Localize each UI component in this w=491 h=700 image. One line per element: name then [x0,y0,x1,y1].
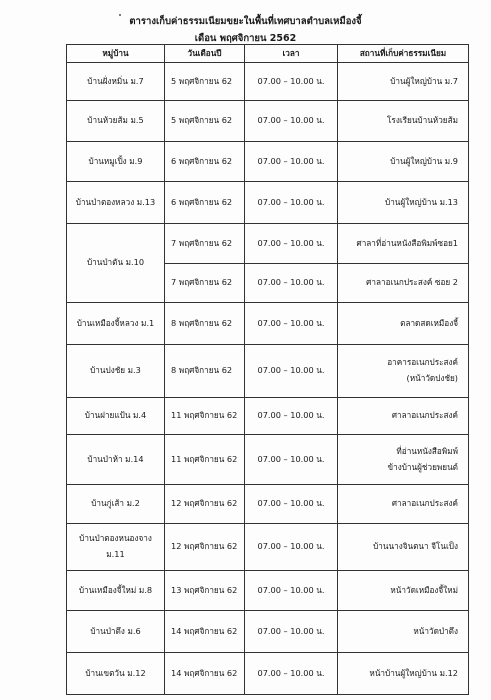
date-cell: 8 พฤศจิกายน 62 [165,345,245,398]
village-cell: บ้านห้วยส้ม ม.5 [67,101,165,142]
date-cell: 6 พฤศจิกายน 62 [165,142,245,182]
table-row [67,524,469,571]
document-title: ตารางเก็บค่าธรรมเนียมขยะในพื้นที่เทศบาลตำบลเหมืองจี้ [129,16,362,27]
table-row [67,611,469,653]
place-cell: บ้านผู้ใหญ่บ้าน ม.7 [338,63,469,101]
time-cell: 07.00 – 10.00 น. [245,224,338,264]
date-cell: 7 พฤศจิกายน 62 [165,264,245,303]
table-row [67,485,469,524]
time-cell: 07.00 – 10.00 น. [245,435,338,485]
time-cell: 07.00 – 10.00 น. [245,571,338,611]
place-line-2: ข้างบ้านผู้ช่วยพยนต์ [387,461,458,472]
village-cell: บ้านเขตวัน ม.12 [67,653,165,695]
time-cell: 07.00 – 10.00 น. [245,398,338,435]
table-row [67,435,469,485]
table-row [67,398,469,435]
header-time: เวลา [245,45,338,63]
place-cell: ศาลาอเนกประสงค์ [338,398,469,435]
table-row [67,142,469,182]
village-cell: บ้านหมูเปิ้ง ม.9 [67,142,165,182]
header-date: วันเดือนปี [165,45,245,63]
village-cell: บ้านป่าห้า ม.14 [67,435,165,485]
table-row [67,303,469,345]
date-cell: 11 พฤศจิกายน 62 [165,398,245,435]
date-cell: 5 พฤศจิกายน 62 [165,101,245,142]
date-cell: 14 พฤศจิกายน 62 [165,611,245,653]
date-cell: 5 พฤศจิกายน 62 [165,63,245,101]
place-cell: หน้าบ้านผู้ใหญ่บ้าน ม.12 [338,653,469,695]
date-cell: 13 พฤศจิกายน 62 [165,571,245,611]
table-row [67,653,469,695]
time-cell: 07.00 – 10.00 น. [245,142,338,182]
place-cell: โรงเรียนบ้านห้วยส้ม [338,101,469,142]
village-cell: บ้านฝั่งหมิ่น ม.7 [67,63,165,101]
time-cell: 07.00 – 10.00 น. [245,345,338,398]
time-cell: 07.00 – 10.00 น. [245,611,338,653]
table-row [67,101,469,142]
document-subtitle: เดือน พฤศจิกายน 2562 [194,33,297,44]
date-cell: 11 พฤศจิกายน 62 [165,435,245,485]
village-cell: บ้านเหมืองจี้ใหม่ ม.8 [67,571,165,611]
place-cell: ตลาดสดเหมืองจี้ [338,303,469,345]
table-row [67,224,469,264]
time-cell: 07.00 – 10.00 น. [245,63,338,101]
table-row [67,345,469,398]
village-cell: บ้านฝายแป้น ม.4 [67,398,165,435]
place-cell: ศาลาอเนกประสงค์ [338,485,469,524]
place-line-2: (หน้าวัดปงชัย) [406,373,458,383]
time-cell: 07.00 – 10.00 น. [245,182,338,224]
place-cell [338,435,469,485]
place-cell: บ้านผู้ใหญ่บ้าน ม.9 [338,142,469,182]
date-cell: 7 พฤศจิกายน 62 [165,224,245,264]
header-row [67,45,469,63]
place-cell [338,345,469,398]
place-cell: หน้าวัดป่าตึง [338,611,469,653]
schedule-table [66,44,469,695]
header-place: สถานที่เก็บค่าธรรมเนียม [338,45,469,63]
date-cell: 14 พฤศจิกายน 62 [165,653,245,695]
place-line-1: อาคารอเนกประสงค์ [387,357,458,368]
village-line-2: ม.11 [106,549,125,559]
time-cell: 07.00 – 10.00 น. [245,264,338,303]
time-cell: 07.00 – 10.00 น. [245,485,338,524]
time-cell: 07.00 – 10.00 น. [245,101,338,142]
village-cell: บ้านป่าตัน ม.10 [67,224,165,303]
village-cell: บ้านเหมืองจี้หลวง ม.1 [67,303,165,345]
place-cell: ศาลาที่อ่านหนังสือพิมพ์ซอย1 [338,224,469,264]
village-cell: บ้านป่าตองหลวง ม.13 [67,182,165,224]
header-village: หมู่บ้าน [67,45,165,63]
place-cell: บ้านผู้ใหญ่บ้าน ม.13 [338,182,469,224]
village-line-1: บ้านป่าตองหนองจาง [79,533,152,544]
date-cell: 12 พฤศจิกายน 62 [165,485,245,524]
table-row [67,63,469,101]
village-cell: บ้านปงชัย ม.3 [67,345,165,398]
place-line-1: ที่อ่านหนังสือพิมพ์ [396,445,458,456]
village-cell [67,524,165,571]
table-row [67,182,469,224]
village-cell: บ้านป่าตึง ม.6 [67,611,165,653]
date-cell: 12 พฤศจิกายน 62 [165,524,245,571]
place-cell: บ้านนางจินตนา จีโนเป็ง [338,524,469,571]
time-cell: 07.00 – 10.00 น. [245,524,338,571]
time-cell: 07.00 – 10.00 น. [245,303,338,345]
time-cell: 07.00 – 10.00 น. [245,653,338,695]
place-cell: หน้าวัดเหมืองจี้ใหม่ [338,571,469,611]
table-row [67,571,469,611]
date-cell: 6 พฤศจิกายน 62 [165,182,245,224]
village-cell: บ้านกู่เส้า ม.2 [67,485,165,524]
place-cell: ศาลาอเนกประสงค์ ซอย 2 [338,264,469,303]
date-cell: 8 พฤศจิกายน 62 [165,303,245,345]
